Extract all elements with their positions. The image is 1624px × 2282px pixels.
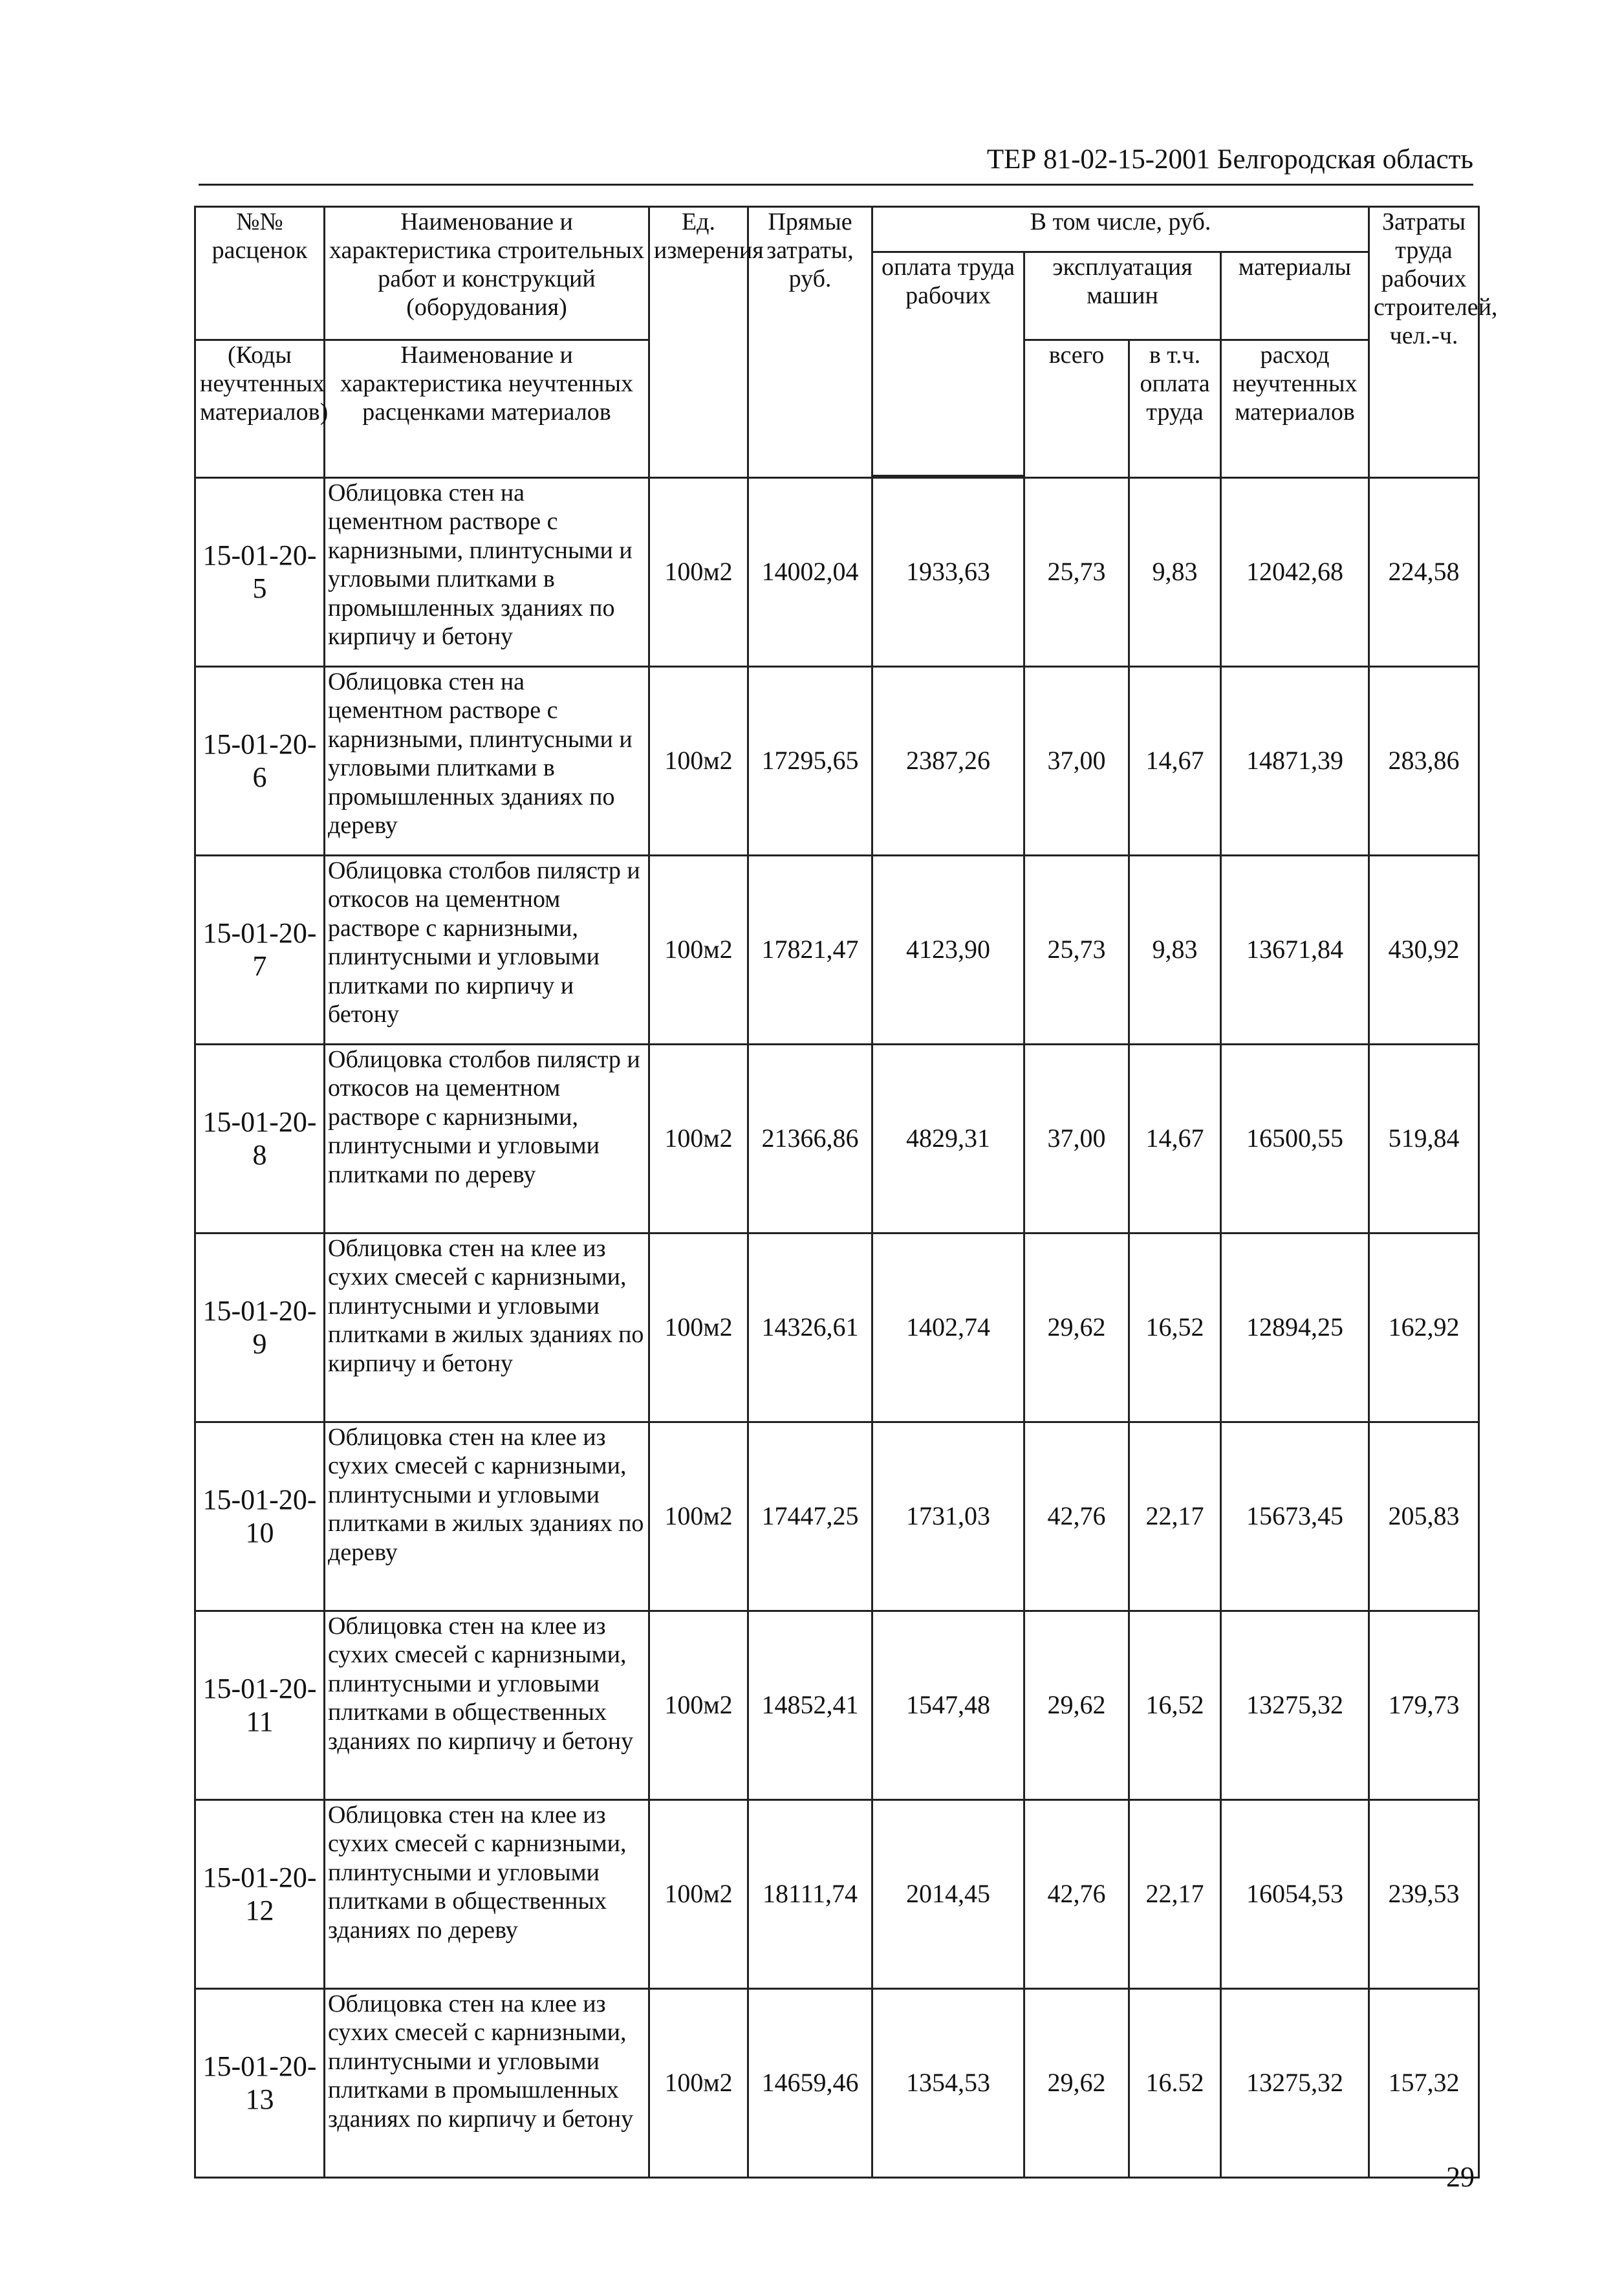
direct-costs: 21366,86 <box>748 1045 872 1233</box>
labor-costs: 519,84 <box>1369 1045 1479 1233</box>
labor-costs: 283,86 <box>1369 667 1479 856</box>
rate-code: 15-01-20-12 <box>195 1800 325 1989</box>
header-including: В том числе, руб. <box>872 207 1369 252</box>
labor-costs: 239,53 <box>1369 1800 1479 1989</box>
unit-of-measure: 100м2 <box>649 1800 748 1989</box>
rate-code: 15-01-20-5 <box>195 478 325 667</box>
machines-wages: 16,52 <box>1129 1611 1221 1800</box>
direct-costs: 14002,04 <box>748 478 872 667</box>
page-number: 29 <box>1446 2161 1475 2193</box>
header-rule <box>199 184 1473 186</box>
workers-wages: 1354,53 <box>872 1989 1024 2178</box>
header-row-1 <box>195 207 1479 252</box>
labor-costs: 430,92 <box>1369 856 1479 1045</box>
unit-of-measure: 100м2 <box>649 856 748 1045</box>
direct-costs: 18111,74 <box>748 1800 872 1989</box>
rate-code: 15-01-20-6 <box>195 667 325 856</box>
header-name: Наименование и характеристика строительных работ и конструкций (оборудования) <box>325 207 649 340</box>
work-description: Облицовка стен на клее из сухих смесей с карнизными, плинтусными и угловыми плитками в жилых зданиях по дереву <box>325 1422 649 1611</box>
materials-cost: 13275,32 <box>1221 1611 1369 1800</box>
machines-total: 25,73 <box>1024 856 1129 1045</box>
header-code-sub: (Коды неучтенных материалов) <box>195 340 325 478</box>
direct-costs: 14659,46 <box>748 1989 872 2178</box>
header-materials: материалы <box>1221 252 1369 340</box>
table-row <box>195 1800 1479 1989</box>
labor-costs: 162,92 <box>1369 1233 1479 1422</box>
rate-code: 15-01-20-11 <box>195 1611 325 1800</box>
unit-of-measure: 100м2 <box>649 1422 748 1611</box>
unit-of-measure: 100м2 <box>649 1045 748 1233</box>
direct-costs: 17821,47 <box>748 856 872 1045</box>
rate-code: 15-01-20-10 <box>195 1422 325 1611</box>
header-direct-costs: Прямые затраты, руб. <box>748 207 872 478</box>
work-description: Облицовка столбов пилястр и откосов на цементном растворе с карнизными, плинтусными и угловыми плитками по дереву <box>325 1045 649 1233</box>
unit-of-measure: 100м2 <box>649 1989 748 2178</box>
machines-wages: 9,83 <box>1129 856 1221 1045</box>
machines-wages: 22,17 <box>1129 1800 1221 1989</box>
work-description: Облицовка стен на клее из сухих смесей с карнизными, плинтусными и угловыми плитками в промышленных зданиях по кирпичу и бетону <box>325 1989 649 2178</box>
work-description: Облицовка стен на клее из сухих смесей с карнизными, плинтусными и угловыми плитками в жилых зданиях по кирпичу и бетону <box>325 1233 649 1422</box>
workers-wages: 1933,63 <box>872 478 1024 667</box>
labor-costs: 179,73 <box>1369 1611 1479 1800</box>
header-machines-total: всего <box>1024 340 1129 478</box>
unit-of-measure: 100м2 <box>649 1233 748 1422</box>
machines-wages: 22,17 <box>1129 1422 1221 1611</box>
machines-wages: 14,67 <box>1129 1045 1221 1233</box>
direct-costs: 14852,41 <box>748 1611 872 1800</box>
labor-costs: 157,32 <box>1369 1989 1479 2178</box>
direct-costs: 17447,25 <box>748 1422 872 1611</box>
table-row <box>195 1045 1479 1233</box>
workers-wages: 4829,31 <box>872 1045 1024 1233</box>
unit-of-measure: 100м2 <box>649 478 748 667</box>
work-description: Облицовка стен на цементном растворе с карнизными, плинтусными и угловыми плитками в промышленных зданиях по кирпичу и бетону <box>325 478 649 667</box>
materials-cost: 15673,45 <box>1221 1422 1369 1611</box>
table-row <box>195 478 1479 667</box>
rate-code: 15-01-20-9 <box>195 1233 325 1422</box>
unit-of-measure: 100м2 <box>649 667 748 856</box>
machines-wages: 14,67 <box>1129 667 1221 856</box>
machines-wages: 16,52 <box>1129 1233 1221 1422</box>
table-row <box>195 1422 1479 1611</box>
workers-wages: 1731,03 <box>872 1422 1024 1611</box>
machines-total: 25,73 <box>1024 478 1129 667</box>
materials-cost: 13671,84 <box>1221 856 1369 1045</box>
workers-wages: 4123,90 <box>872 856 1024 1045</box>
unit-of-measure: 100м2 <box>649 1611 748 1800</box>
machines-total: 29,62 <box>1024 1611 1129 1800</box>
machines-total: 29,62 <box>1024 1233 1129 1422</box>
header-unit: Ед. измерения <box>649 207 748 478</box>
rate-code: 15-01-20-7 <box>195 856 325 1045</box>
workers-wages: 2014,45 <box>872 1800 1024 1989</box>
direct-costs: 17295,65 <box>748 667 872 856</box>
machines-total: 37,00 <box>1024 667 1129 856</box>
document-header: ТЕР 81-02-15-2001 Белгородская область <box>986 144 1473 175</box>
machines-total: 42,76 <box>1024 1800 1129 1989</box>
header-machines-wages: в т.ч. оплата труда <box>1129 340 1221 478</box>
rate-code: 15-01-20-13 <box>195 1989 325 2178</box>
materials-cost: 16500,55 <box>1221 1045 1369 1233</box>
table-row <box>195 1611 1479 1800</box>
header-materials-sub: расход неучтенных материалов <box>1221 340 1369 478</box>
direct-costs: 14326,61 <box>748 1233 872 1422</box>
machines-total: 37,00 <box>1024 1045 1129 1233</box>
machines-total: 42,76 <box>1024 1422 1129 1611</box>
header-labor: Затраты труда рабочих строителей, чел.-ч. <box>1369 207 1479 478</box>
header-machines: эксплуатация машин <box>1024 252 1221 340</box>
materials-cost: 13275,32 <box>1221 1989 1369 2178</box>
rate-code: 15-01-20-8 <box>195 1045 325 1233</box>
header-name-sub: Наименование и характеристика неучтенных расценками материалов <box>325 340 649 478</box>
materials-cost: 16054,53 <box>1221 1800 1369 1989</box>
workers-wages: 1547,48 <box>872 1611 1024 1800</box>
labor-costs: 205,83 <box>1369 1422 1479 1611</box>
labor-costs: 224,58 <box>1369 478 1479 667</box>
work-description: Облицовка стен на цементном растворе с карнизными, плинтусными и угловыми плитками в промышленных зданиях по дереву <box>325 667 649 856</box>
materials-cost: 12042,68 <box>1221 478 1369 667</box>
machines-wages: 16.52 <box>1129 1989 1221 2178</box>
table-row <box>195 1233 1479 1422</box>
work-description: Облицовка стен на клее из сухих смесей с карнизными, плинтусными и угловыми плитками в общественных зданиях по дереву <box>325 1800 649 1989</box>
rates-table <box>194 206 1498 2179</box>
machines-total: 29,62 <box>1024 1989 1129 2178</box>
table-row <box>195 667 1479 856</box>
table-row <box>195 1989 1479 2178</box>
workers-wages: 1402,74 <box>872 1233 1024 1422</box>
work-description: Облицовка столбов пилястр и откосов на цементном растворе с карнизными, плинтусными и угловыми плитками по кирпичу и бетону <box>325 856 649 1045</box>
header-code: №№ расценок <box>195 207 325 340</box>
table-row <box>195 856 1479 1045</box>
materials-cost: 12894,25 <box>1221 1233 1369 1422</box>
machines-wages: 9,83 <box>1129 478 1221 667</box>
header-wages: оплата труда рабочих <box>872 252 1024 476</box>
workers-wages: 2387,26 <box>872 667 1024 856</box>
work-description: Облицовка стен на клее из сухих смесей с карнизными, плинтусными и угловыми плитками в общественных зданиях по кирпичу и бетону <box>325 1611 649 1800</box>
materials-cost: 14871,39 <box>1221 667 1369 856</box>
